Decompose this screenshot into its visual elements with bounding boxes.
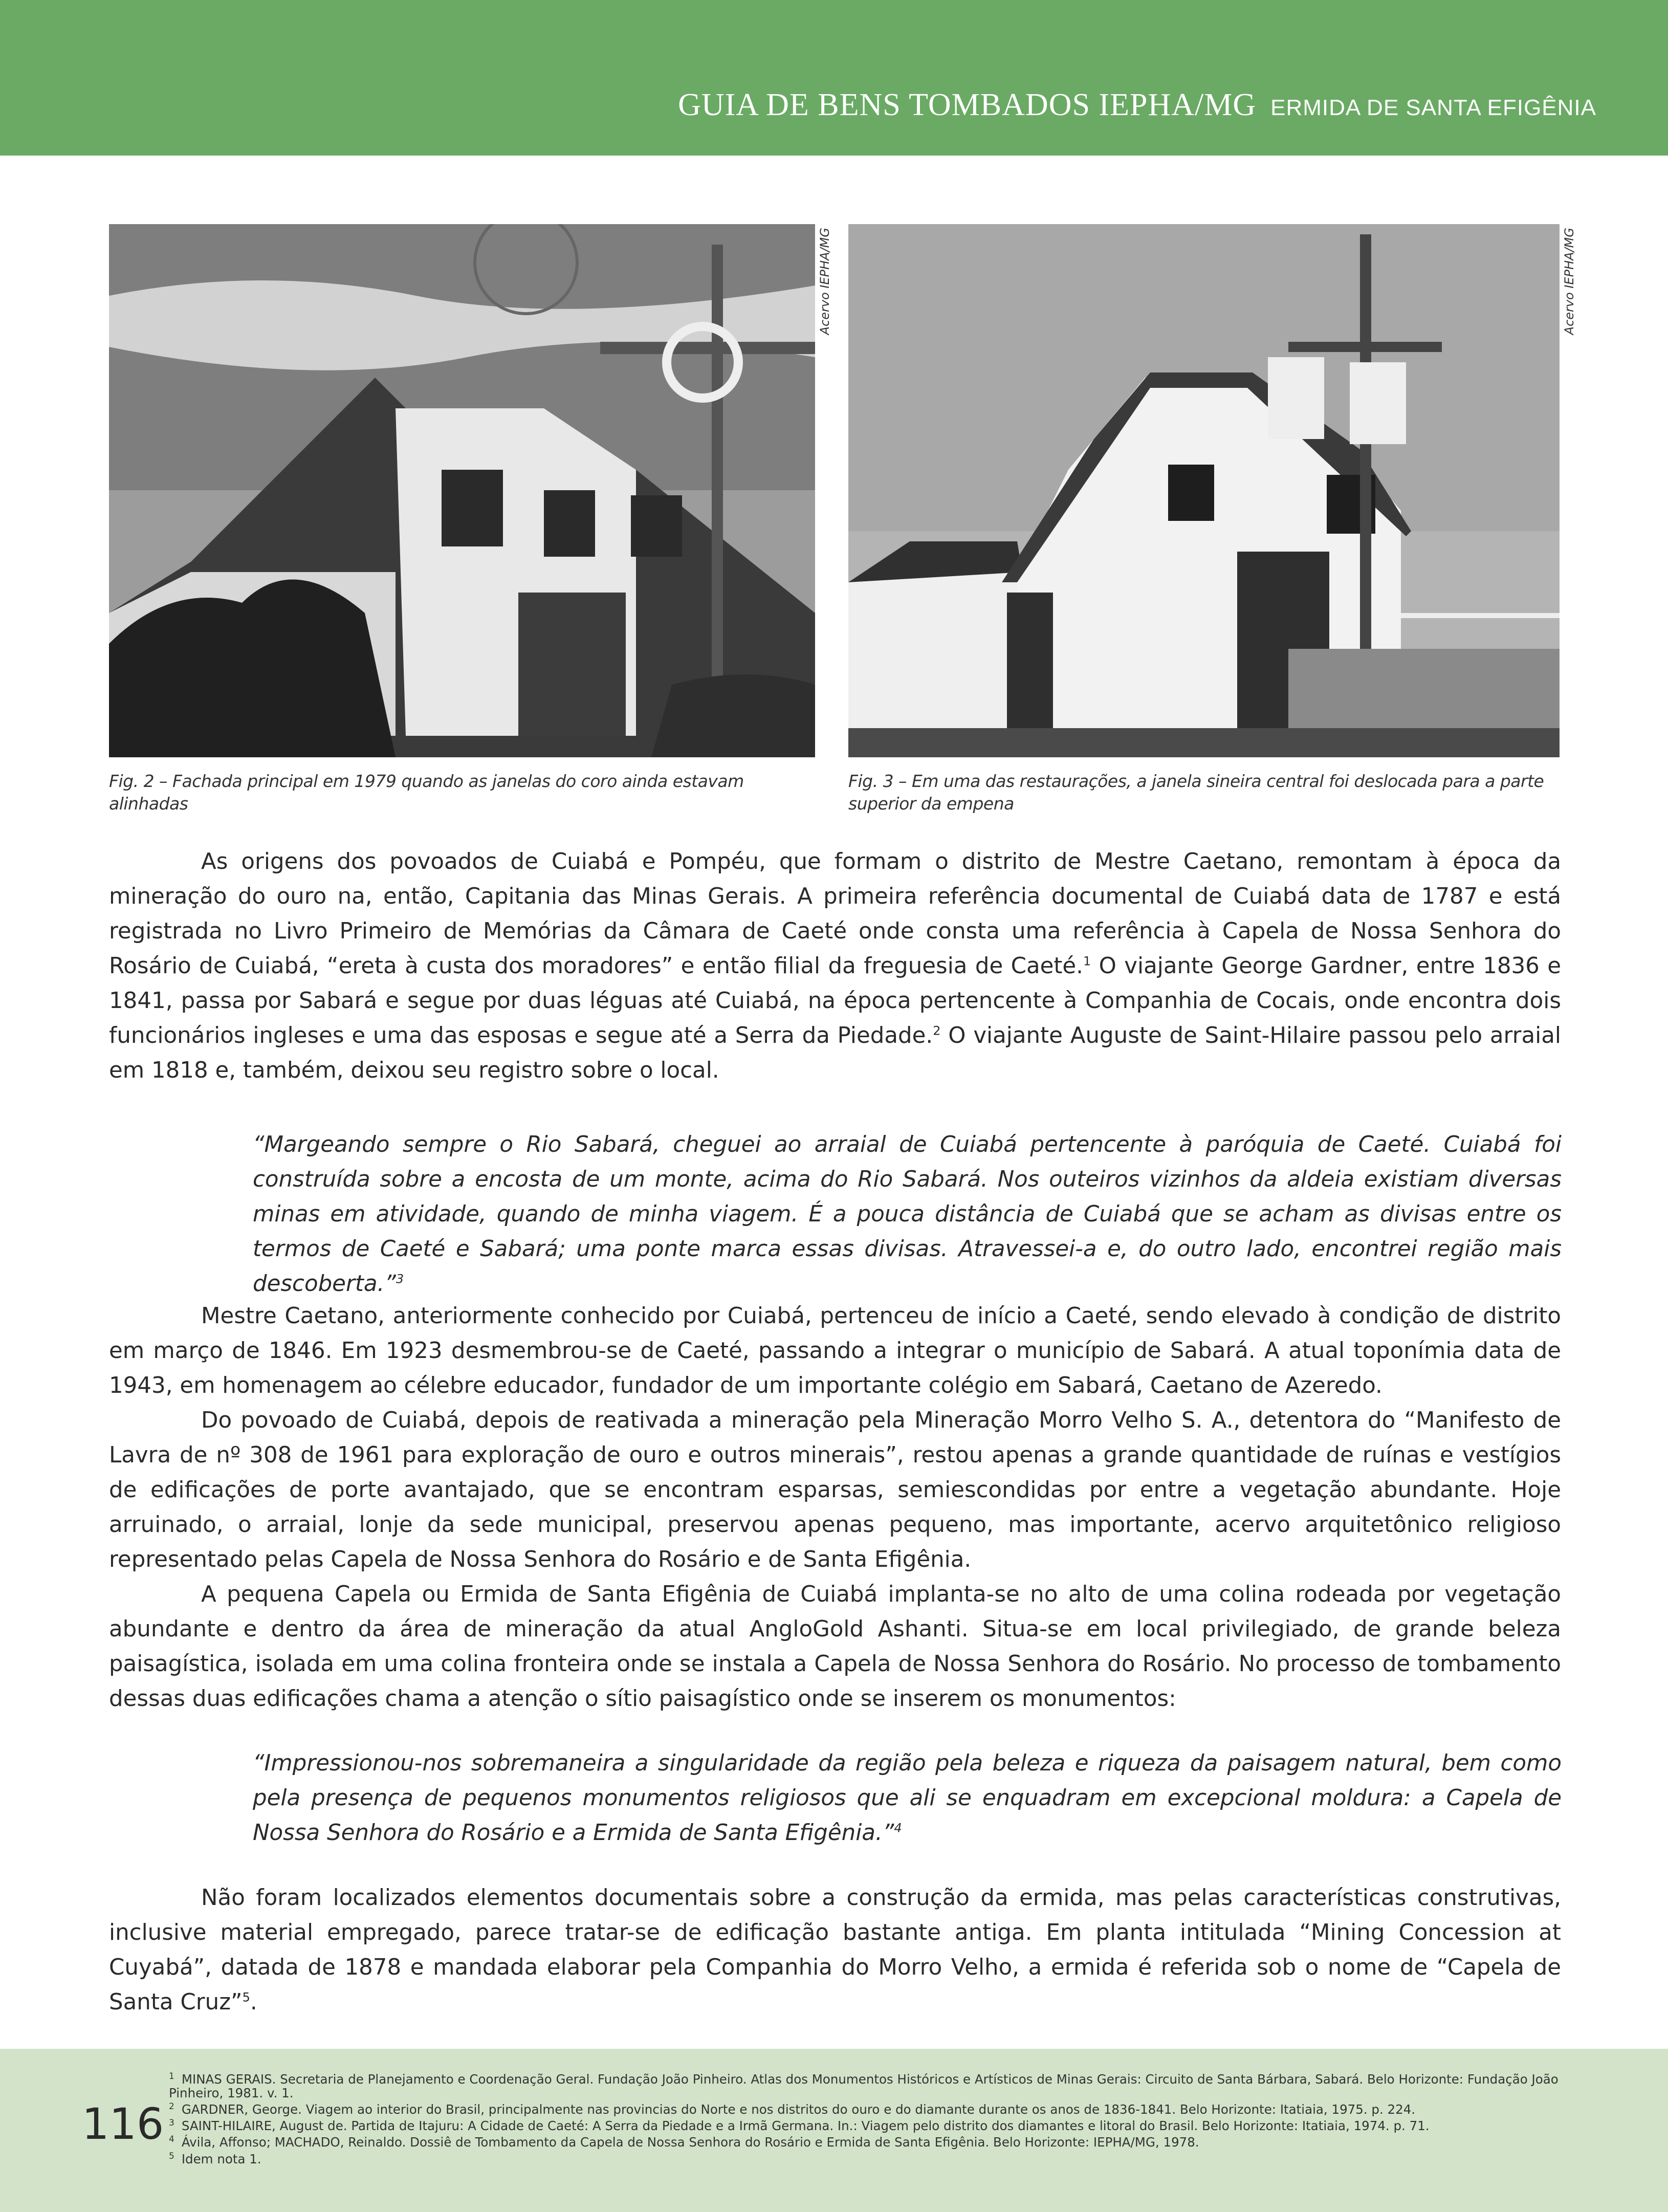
figure-3-photo [848,224,1560,757]
footnote-ref: 2 [933,1023,941,1038]
paragraph-text: As origens dos povoados de Cuiabá e Pompéu, que formam o distrito de Mestre Caetano, remontam à época da mineração do ouro na, então, Capitania das Minas Gerais. A primeira referência documental de Cuiabá data de 1787 e está registrada no Livro Primeiro de Memórias da Câmara de Caeté onde consta uma referência à Capela de Nossa Senhora do Rosário de Cuiabá, “ereta à custa dos moradores” e então filial da freguesia de Caeté. [109,849,1561,979]
paragraph: Do povoado de Cuiabá, depois de reativada a mineração pela Mineração Morro Velho S. A., detentora do “Manifesto de Lavra de nº 308 de 1961 para exploração de ouro e outros minerais”, restou apenas a grande quantidade de ruínas e vestígios de edificações de porte avantajado, que se encontram esparsas, semiescondidas por entre a vegetação abundante. Hoje arruinado, o arraial, lonje da sede municipal, preservou apenas pequeno, mas importante, acervo arquitetônico religioso representado pelas Capela de Nossa Senhora do Rosário e de Santa Efigênia. [109,1408,1561,1572]
paragraph: Mestre Caetano, anteriormente conhecido por Cuiabá, pertenceu de início a Caeté, sendo elevado à condição de distrito em março de 1846. Em 1923 desmembrou-se de Caeté, passando a integrar o município de Sabará. A atual toponímia data de 1943, em homenagem ao célebre educador, fundador de um importante colégio em Sabará, Caetano de Azeredo. [109,1303,1561,1398]
quote-tombamento [253,1746,1562,1850]
footnote-ref: 5 [242,1990,250,2005]
figure-2-credit: Acervo IEPHA/MG [818,228,832,335]
section-title: ERMIDA DE SANTA EFIGÊNIA [1270,95,1596,120]
quote-paragraph [253,1746,1562,1850]
footnote-ref: 4 [894,1821,902,1835]
paragraph-text: . [250,1989,257,2015]
header-title [678,87,1596,123]
figure-2-photo [109,224,815,757]
body-section-1 [109,844,1561,1088]
footnote [169,2100,1601,2116]
footnote-text: Idem nota 1. [181,2151,261,2166]
guide-title: GUIA DE BENS TOMBADOS IEPHA/MG [678,87,1257,122]
figure-3-caption: Fig. 3 – Em uma das restaurações, a janela sineira central foi deslocada para a parte superior da empena [848,771,1544,814]
figure-3-credit: Acervo IEPHA/MG [1562,228,1576,335]
footnote [169,2133,1601,2149]
page-number: 116 [82,2099,164,2149]
body-section-3 [109,1880,1561,2020]
page-header [0,0,1668,156]
footnote-number: 1 [169,2071,174,2082]
figure-2-caption: Fig. 2 – Fachada principal em 1979 quando as janelas do coro ainda estavam alinhadas [109,771,744,814]
quote-text: “Impressionou-nos sobremaneira a singularidade da região pela beleza e riqueza da paisagem natural, bem como pela presença de pequenos monumentos religiosos que ali se enquadram em excepcional moldura: a Capela de Nossa Senhora do Rosário e a Ermida de Santa Efigênia.” [253,1750,1562,1846]
footnote-number: 4 [169,2134,174,2145]
quote-paragraph [253,1127,1562,1301]
footnote-number: 3 [169,2118,174,2129]
paragraph-text: Não foram localizados elementos documentais sobre a construção da ermida, mas pelas características construtivas, inclusive material empregado, parece tratar-se de edificação bastante antiga. Em planta intitulada “Mining Concession at Cuyabá”, datada de 1878 e mandada elaborar pela Companhia do Morro Velho, a ermida é referida sob o nome de “Capela de Santa Cruz” [109,1885,1561,2015]
paragraph [109,844,1561,1088]
footnote [169,2070,1601,2100]
paragraph [109,1880,1561,2020]
quote-saint-hilaire [253,1127,1562,1301]
footnotes [169,2070,1601,2166]
footnote-ref: 1 [1083,954,1091,969]
footnote [169,2116,1601,2133]
footnote-ref: 3 [396,1272,404,1286]
footnote-text: MINAS GERAIS. Secretaria de Planejamento e Coordenação Geral. Fundação João Pinheiro. Atlas dos Monumentos Históricos e Artísticos de Minas Gerais: Circuito de Santa Bárbara, Sabará. Belo Horizonte: Fundação João Pinheiro, 1981. v. 1. [169,2072,1559,2101]
paragraph-text: O viajante George Gardner, entre 1836 e 1841, passa por Sabará e segue por duas léguas até Cuiabá, na época pertencente à Companhia de Cocais, onde encontra dois funcionários ingleses e uma das esposas e segue até a Serra da Piedade. [109,953,1561,1048]
footnote-text: Ávila, Affonso; MACHADO, Reinaldo. Dossiê de Tombamento da Capela de Nossa Senhora do Rosário e Ermida de Santa Efigênia. Belo Horizonte: IEPHA/MG, 1978. [181,2135,1199,2150]
footnote-number: 2 [169,2101,174,2112]
body-section-2 [109,1299,1561,1716]
paragraph: A pequena Capela ou Ermida de Santa Efigênia de Cuiabá implanta-se no alto de uma colina rodeada por vegetação abundante e dentro da área de mineração da atual AngloGold Ashanti. Situa-se em local privilegiado, de grande beleza paisagística, isolada em uma colina fronteira onde se instala a Capela de Nossa Senhora do Rosário. No processo de tombamento dessas duas edificações chama a atenção o sítio paisagístico onde se inserem os monumentos: [109,1582,1561,1712]
quote-text: “Margeando sempre o Rio Sabará, cheguei ao arraial de Cuiabá pertencente à paróquia de Caeté. Cuiabá foi construída sobre a encosta de um monte, acima do Rio Sabará. Nos outeiros vizinhos da aldeia existiam diversas minas em atividade, quando de minha viagem. É a pouca distância de Cuiabá que se acham as divisas entre os termos de Caeté e Sabará; uma ponte marca essas divisas. Atravessei-a e, do outro lado, encontrei região mais descoberta.” [253,1132,1562,1297]
paragraph-text: O viajante Auguste de Saint-Hilaire passou pelo arraial em 1818 e, também, deixou seu registro sobre o local. [109,1023,1561,1083]
footnote [169,2150,1601,2166]
footnote-text: SAINT-HILAIRE, August de. Partida de Itajuru: A Cidade de Caeté: A Serra da Piedade e a Irmã Germana. In.: Viagem pelo distrito dos diamantes e litoral do Brasil. Belo Horizonte: Itatiaia, 1974. p. 71. [181,2118,1430,2134]
footnote-number: 5 [169,2151,174,2161]
footnote-text: GARDNER, George. Viagem ao interior do Brasil, principalmente nas provincias do Norte e nos distritos do ouro e do diamante durante os anos de 1836-1841. Belo Horizonte: Itatiaia, 1975. p. 224. [181,2102,1416,2117]
